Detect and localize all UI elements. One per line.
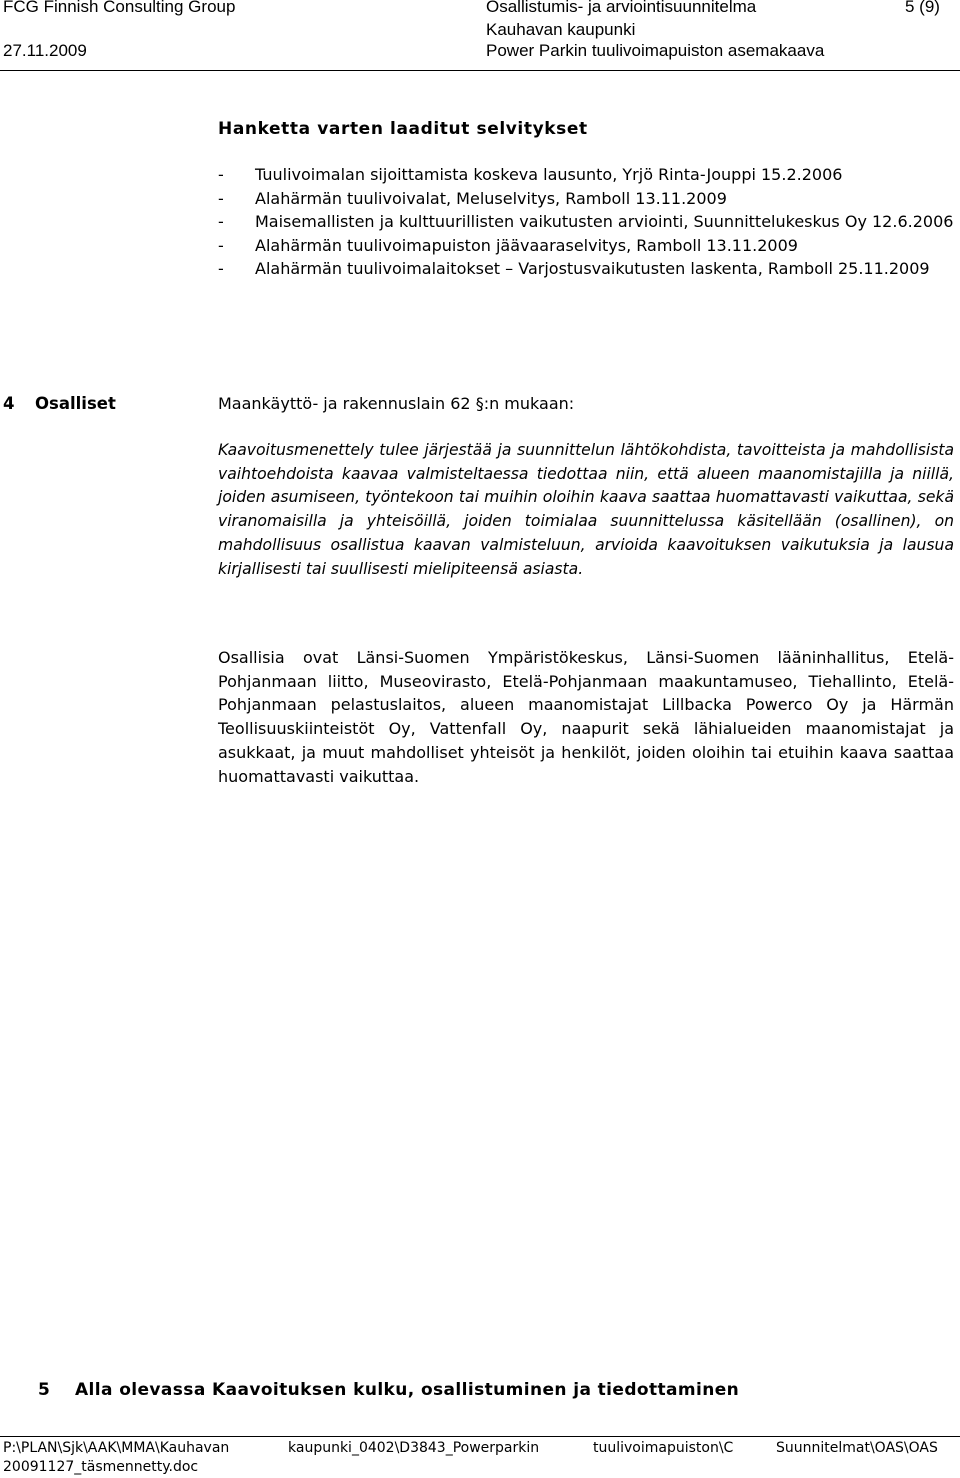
studies-list bbox=[218, 163, 954, 281]
header-date: 27.11.2009 bbox=[3, 41, 87, 60]
footer-path: kaupunki_0402\D3843_Powerparkin bbox=[288, 1440, 540, 1456]
header-divider bbox=[0, 70, 960, 71]
document-title: Osallistumis- ja arviointisuunnitelma bbox=[486, 0, 757, 16]
list-item: - Alahärmän tuulivoivalat, Meluselvitys, Ramboll 13.11.2009 bbox=[218, 187, 954, 211]
section-number: 5 bbox=[38, 1380, 50, 1400]
plan-name: Power Parkin tuulivoimapuiston asemakaava bbox=[486, 41, 825, 60]
footer-path: P:\PLAN\Sjk\AAK\MMA\Kauhavan bbox=[3, 1440, 230, 1456]
law-reference: Maankäyttö- ja rakennuslain 62 §:n mukaan: bbox=[218, 394, 575, 413]
footer-path: Suunnitelmat\OAS\OAS bbox=[776, 1440, 938, 1456]
list-item: - Tuulivoimalan sijoittamista koskeva lausunto, Yrjö Rinta-Jouppi 15.2.2006 bbox=[218, 163, 954, 187]
section-title: Osalliset bbox=[35, 394, 116, 413]
footer-filename: 20091127_täsmennetty.doc bbox=[3, 1459, 199, 1475]
section-title: Alla olevassa Kaavoituksen kulku, osallistuminen ja tiedottaminen bbox=[75, 1380, 740, 1400]
section-number: 4 bbox=[3, 394, 15, 413]
footer-divider bbox=[0, 1436, 960, 1437]
footer-path: tuulivoimapuiston\C bbox=[593, 1440, 734, 1456]
law-quote: Kaavoitusmenettely tulee järjestää ja suunnittelun lähtökohdista, tavoitteista ja mahdollisista vaihtoehdoista kaavaa valmisteltaessa tiedottaa niin, että alueen maanomistajilla ja niillä, joiden asumiseen, työntekoon tai muihin oloihin kaava saattaa huomattavasti vaikuttaa, sekä viranomaisilla ja yhteisöillä, joiden toimialaa suunnittelussa käsitellään (osallinen), on mahdollisuus osallistua kaavan valmisteluun, arvioida kaavoituksen vaikutuksia ja lausua kirjallisesti tai suullisesti mielipiteensä asiasta. bbox=[218, 441, 954, 578]
list-item: - Alahärmän tuulivoimapuiston jäävaaraselvitys, Ramboll 13.11.2009 bbox=[218, 234, 954, 258]
page-number: 5 (9) bbox=[905, 0, 940, 16]
company-name: FCG Finnish Consulting Group bbox=[3, 0, 236, 16]
studies-heading: Hanketta varten laaditut selvitykset bbox=[218, 119, 588, 139]
list-item: - Maisemallisten ja kulttuurillisten vaikutusten arviointi, Suunnittelukeskus Oy 12.6.2006 bbox=[218, 210, 954, 234]
stakeholders-paragraph: Osallisia ovat Länsi-Suomen Ympäristökeskus, Länsi-Suomen lääninhallitus, Etelä-Pohjanmaan liitto, Museovirasto, Etelä-Pohjanmaan maakuntamuseo, Tiehallinto, Etelä-Pohjanmaan pelastuslaitos, alueen maanomistajat Lillbacka Powerco Oy ja Härmän Teollisuuskiinteistöt Oy, Vattenfall Oy, naapurit sekä lähialueiden maanomistajat ja asukkaat, ja muut mahdolliset yhteisöt ja henkilöt, joiden oloihin tai etuihin kaava saattaa huomattavasti vaikuttaa. bbox=[218, 648, 954, 786]
list-item: - Alahärmän tuulivoimalaitokset – Varjostusvaikutusten laskenta, Ramboll 25.11.2009 bbox=[218, 257, 954, 281]
municipality-name: Kauhavan kaupunki bbox=[486, 20, 636, 39]
